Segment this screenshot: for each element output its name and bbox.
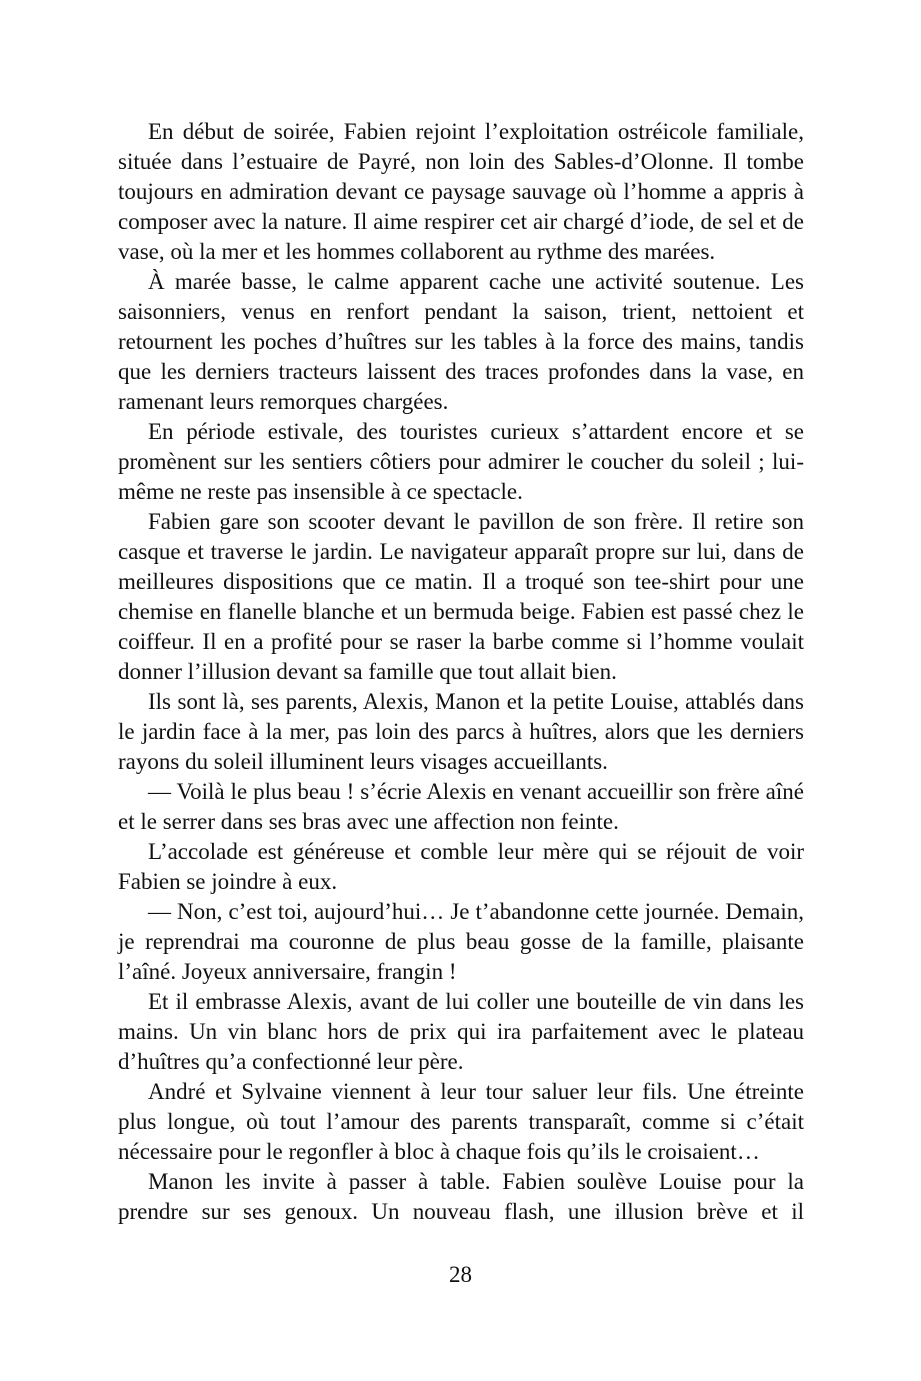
page-number: 28 xyxy=(449,1262,472,1287)
paragraph: — Voilà le plus beau ! s’écrie Alexis en venant accueillir son frère aîné et le serrer dans ses bras avec une affection non feinte. xyxy=(118,779,804,834)
paragraph-last: Manon les invite à passer à table. Fabien soulève Louise pour la prendre sur ses genoux. Un nouveau flash, une illusion brève et il xyxy=(118,1169,804,1224)
paragraph: Fabien gare son scooter devant le pavillon de son frère. Il retire son casque et traverse le jardin. Le navigateur apparaît propre sur lui, dans de meilleures dispositions que ce matin. Il a troqué son tee-shirt pour une chemise en flanelle blanche et un bermuda beige. Fabien est passé chez le coiffeur. Il en a profité pour se raser la barbe comme si l’homme voulait donner l’illusion devant sa famille que tout allait bien. xyxy=(118,509,804,684)
paragraph: L’accolade est généreuse et comble leur mère qui se réjouit de voir Fabien se joindre à eux. xyxy=(118,839,804,894)
paragraph: Ils sont là, ses parents, Alexis, Manon et la petite Louise, attablés dans le jardin face à la mer, pas loin des parcs à huîtres, alors que les derniers rayons du soleil illuminent leurs visages accueillants. xyxy=(118,689,804,774)
paragraph: Et il embrasse Alexis, avant de lui coller une bouteille de vin dans les mains. Un vin blanc hors de prix qui ira parfaitement avec le plateau d’huîtres qu’a confectionné leur père. xyxy=(118,989,804,1074)
paragraph: En période estivale, des touristes curieux s’attardent encore et se promènent sur les sentiers côtiers pour admirer le coucher du soleil ; lui-même ne reste pas insensible à ce spectacle. xyxy=(118,419,804,504)
paragraph: — Non, c’est toi, aujourd’hui… Je t’abandonne cette journée. Demain, je reprendrai ma couronne de plus beau gosse de la famille, plaisante l’aîné. Joyeux anniversaire, frangin ! xyxy=(118,899,804,984)
paragraph: En début de soirée, Fabien rejoint l’exploitation ostréicole familiale, située dans l’estuaire de Payré, non loin des Sables-d’Olonne. Il tombe toujours en admiration devant ce paysage sauvage où l’homme a appris à composer avec la nature. Il aime respirer cet air chargé d’iode, de sel et de vase, où la mer et les hommes collaborent au rythme des marées. xyxy=(118,119,804,264)
paragraph: À marée basse, le calme apparent cache une activité soutenue. Les saisonniers, venus en renfort pendant la saison, trient, nettoient et retournent les poches d’huîtres sur les tables à la force des mains, tandis que les derniers tracteurs laissent des traces profondes dans la vase, en ramenant leurs remorques chargées. xyxy=(118,269,804,414)
body-text xyxy=(118,117,804,1227)
paragraph: André et Sylvaine viennent à leur tour saluer leur fils. Une étreinte plus longue, où tout l’amour des parents transparaît, comme si c’était nécessaire pour le regonfler à bloc à chaque fois qu’ils le croisaient… xyxy=(118,1079,804,1164)
